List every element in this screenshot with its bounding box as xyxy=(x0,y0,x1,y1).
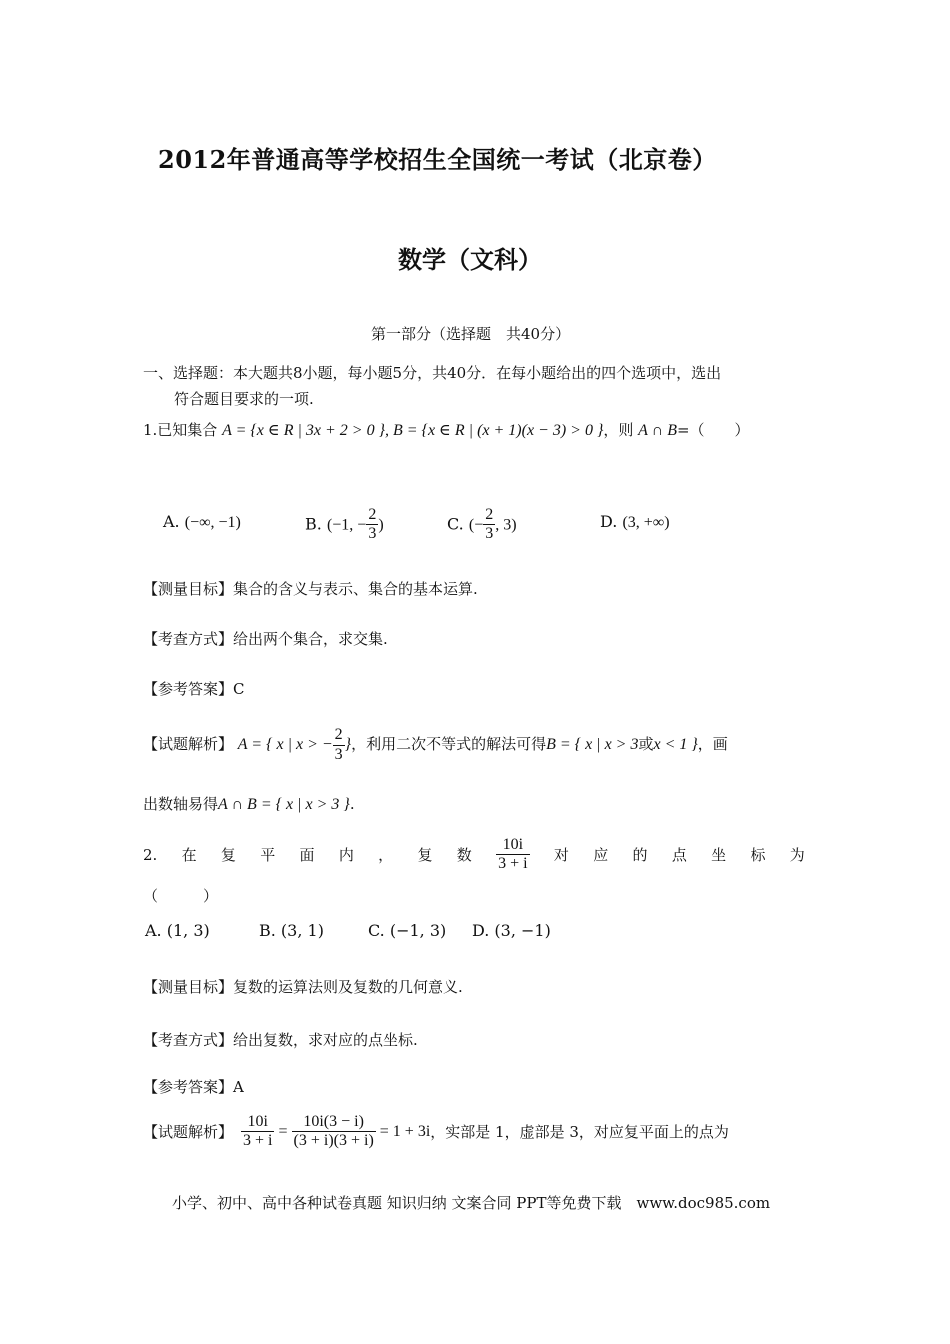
section-intro-line1: 一、选择题：本大题共8小题，每小题5分，共40分．在每小题给出的四个选项中，选出 xyxy=(143,364,722,382)
q1-option-b-pre: (−1, − xyxy=(326,516,367,534)
q1-option-c-fraction xyxy=(483,506,495,544)
q2-frac-num: 10i xyxy=(496,836,529,855)
q2-stem-char: 面 xyxy=(299,846,315,865)
page-subtitle: 数学（文科） xyxy=(398,245,542,274)
q1-option-a-label: A. xyxy=(163,512,180,531)
q1-answer-text: C xyxy=(233,680,245,698)
page-footer: 小学、初中、高中各种试卷真题 知识归纳 文案合同 PPT等免费下载 www.doc985.com xyxy=(172,1194,771,1212)
q1-method-text: 给出两个集合，求交集. xyxy=(233,630,388,648)
q1-option-c-num: 2 xyxy=(483,506,495,525)
q1-option-c-label: C. xyxy=(447,514,464,534)
q2-stem-char: 点 xyxy=(671,846,687,865)
q1-analysis-line2 xyxy=(143,793,355,814)
q1-then: ，则 xyxy=(603,421,634,439)
q1-option-b-label: B. xyxy=(305,514,322,534)
q1-analysis-end: ，画 xyxy=(697,735,728,753)
q2-answer-tag: 【参考答案】 xyxy=(143,1078,234,1096)
q2-goal-tag: 【测量目标】 xyxy=(143,978,234,996)
q1-analysis-line2-pre: 出数轴易得 xyxy=(143,795,219,813)
q2-analysis-tag: 【试题解析】 xyxy=(143,1123,234,1142)
q1-analysis xyxy=(143,720,728,769)
q2-answer xyxy=(143,1076,244,1097)
q2-stem-char: 复 xyxy=(417,846,433,865)
q1-option-c-pre: (− xyxy=(468,516,484,534)
q1-method-tag: 【考查方式】 xyxy=(143,630,234,648)
q1-answer xyxy=(143,678,245,699)
q2-stem xyxy=(143,836,805,874)
q2-stem-char: 标 xyxy=(750,846,766,865)
q2-stem-char: ， xyxy=(378,846,394,865)
q2-stem-char: 数 xyxy=(456,846,472,865)
q1-option-b-num: 2 xyxy=(366,506,378,525)
q1-set-b: , B = {x ∈ R | (x + 1)(x − 3) > 0 } xyxy=(384,422,604,439)
q2-frac-den: 3 + i xyxy=(498,855,528,873)
q2-stem-char: 复 xyxy=(220,846,236,865)
section-intro-line2: 符合题目要求的一项. xyxy=(174,390,314,408)
q1-analysis-a-num: 2 xyxy=(333,726,345,745)
q1-option-d xyxy=(600,512,670,532)
q1-option-b-den: 3 xyxy=(368,525,377,543)
q2-stem-char: 内 xyxy=(338,846,354,865)
q1-analysis-line2-math: A ∩ B = { x | x > 3 } xyxy=(218,796,350,813)
q2-method xyxy=(143,1029,418,1050)
q1-analysis-or: 或 xyxy=(638,735,654,753)
q2-analysis xyxy=(143,1113,729,1151)
q1-analysis-a-fraction xyxy=(333,726,345,764)
q1-analysis-b: B = { x | x > 3 xyxy=(546,736,639,753)
q2-an-text: ，实部是 1，虚部是 3，对应复平面上的点为 xyxy=(430,1123,729,1142)
q2-stem-char: 应 xyxy=(593,846,609,865)
q2-fraction xyxy=(496,836,529,874)
q1-option-a-value: (−∞, −1) xyxy=(184,514,241,531)
q1-goal-tag: 【测量目标】 xyxy=(143,580,234,598)
q2-stem-char: 对 xyxy=(553,846,569,865)
q1-method xyxy=(143,628,388,649)
page-title: 2012年普通高等学校招生全国统一考试（北京卷） xyxy=(158,145,717,174)
q2-an-f2-num: 10i(3 − i) xyxy=(292,1113,376,1132)
q1-prefix: 1.已知集合 xyxy=(143,421,218,439)
q1-analysis-a-post: } xyxy=(344,736,352,753)
q1-analysis-b2: x < 1 } xyxy=(653,736,698,753)
q1-option-a xyxy=(163,512,241,532)
q2-an-f2-den: (3 + i)(3 + i) xyxy=(293,1132,374,1150)
q1-analysis-mid: ，利用二次不等式的解法可得 xyxy=(351,735,547,753)
q2-option-b: B. (3, 1) xyxy=(259,921,324,940)
q1-goal-text: 集合的含义与表示、集合的基本运算. xyxy=(233,580,478,598)
q1-answer-tag: 【参考答案】 xyxy=(143,680,234,698)
q1-option-c-post: , 3) xyxy=(495,516,517,534)
q2-an-f1-den: 3 + i xyxy=(243,1132,273,1150)
q2-stem-char: 在 xyxy=(181,846,197,865)
q2-analysis-fraction-2 xyxy=(292,1113,376,1151)
q2-answer-text: A xyxy=(233,1078,244,1096)
q2-stem-char: 的 xyxy=(632,846,648,865)
q2-option-c: C. (−1, 3) xyxy=(368,921,447,940)
q1-analysis-a-den: 3 xyxy=(334,745,343,763)
q1-option-d-value: (3, +∞) xyxy=(622,514,670,531)
q1-option-d-label: D. xyxy=(600,512,618,531)
q2-an-f1-num: 10i xyxy=(241,1113,274,1132)
q1-stem xyxy=(143,419,750,440)
q2-stem-char: 2. xyxy=(143,845,158,864)
q1-goal xyxy=(143,578,478,599)
q2-stem-char: 平 xyxy=(260,846,276,865)
q1-option-b xyxy=(305,506,384,544)
q1-option-c-den: 3 xyxy=(485,525,494,543)
q1-ask: A ∩ B xyxy=(638,422,677,439)
q1-option-b-post: ) xyxy=(378,516,384,534)
q1-option-c xyxy=(447,506,517,544)
q2-an-eq: = xyxy=(278,1122,288,1140)
q1-analysis-line2-end: . xyxy=(349,795,355,813)
q2-goal-text: 复数的运算法则及复数的几何意义. xyxy=(233,978,463,996)
q1-analysis-tag: 【试题解析】 xyxy=(143,735,234,753)
q2-option-d: D. (3, −1) xyxy=(472,921,551,940)
q1-option-b-fraction xyxy=(366,506,378,544)
q2-goal xyxy=(143,976,463,997)
q2-stem-char: 坐 xyxy=(711,846,727,865)
q2-method-tag: 【考查方式】 xyxy=(143,1031,234,1049)
q1-set-a: A = {x ∈ R | 3x + 2 > 0 } xyxy=(222,422,385,439)
q1-analysis-a-pre: A = { x | x > − xyxy=(237,736,333,753)
q2-option-a: A. (1, 3) xyxy=(145,921,210,940)
q2-analysis-fraction-1 xyxy=(241,1113,274,1151)
part-heading: 第一部分（选择题 共40分） xyxy=(371,325,571,343)
q2-paren: （ ） xyxy=(143,887,219,905)
q2-stem-char: 为 xyxy=(789,846,805,865)
q2-an-result: = 1 + 3i xyxy=(379,1122,431,1140)
q1-eq: =（ ） xyxy=(676,421,750,439)
q2-method-text: 给出复数，求对应的点坐标. xyxy=(233,1031,418,1049)
